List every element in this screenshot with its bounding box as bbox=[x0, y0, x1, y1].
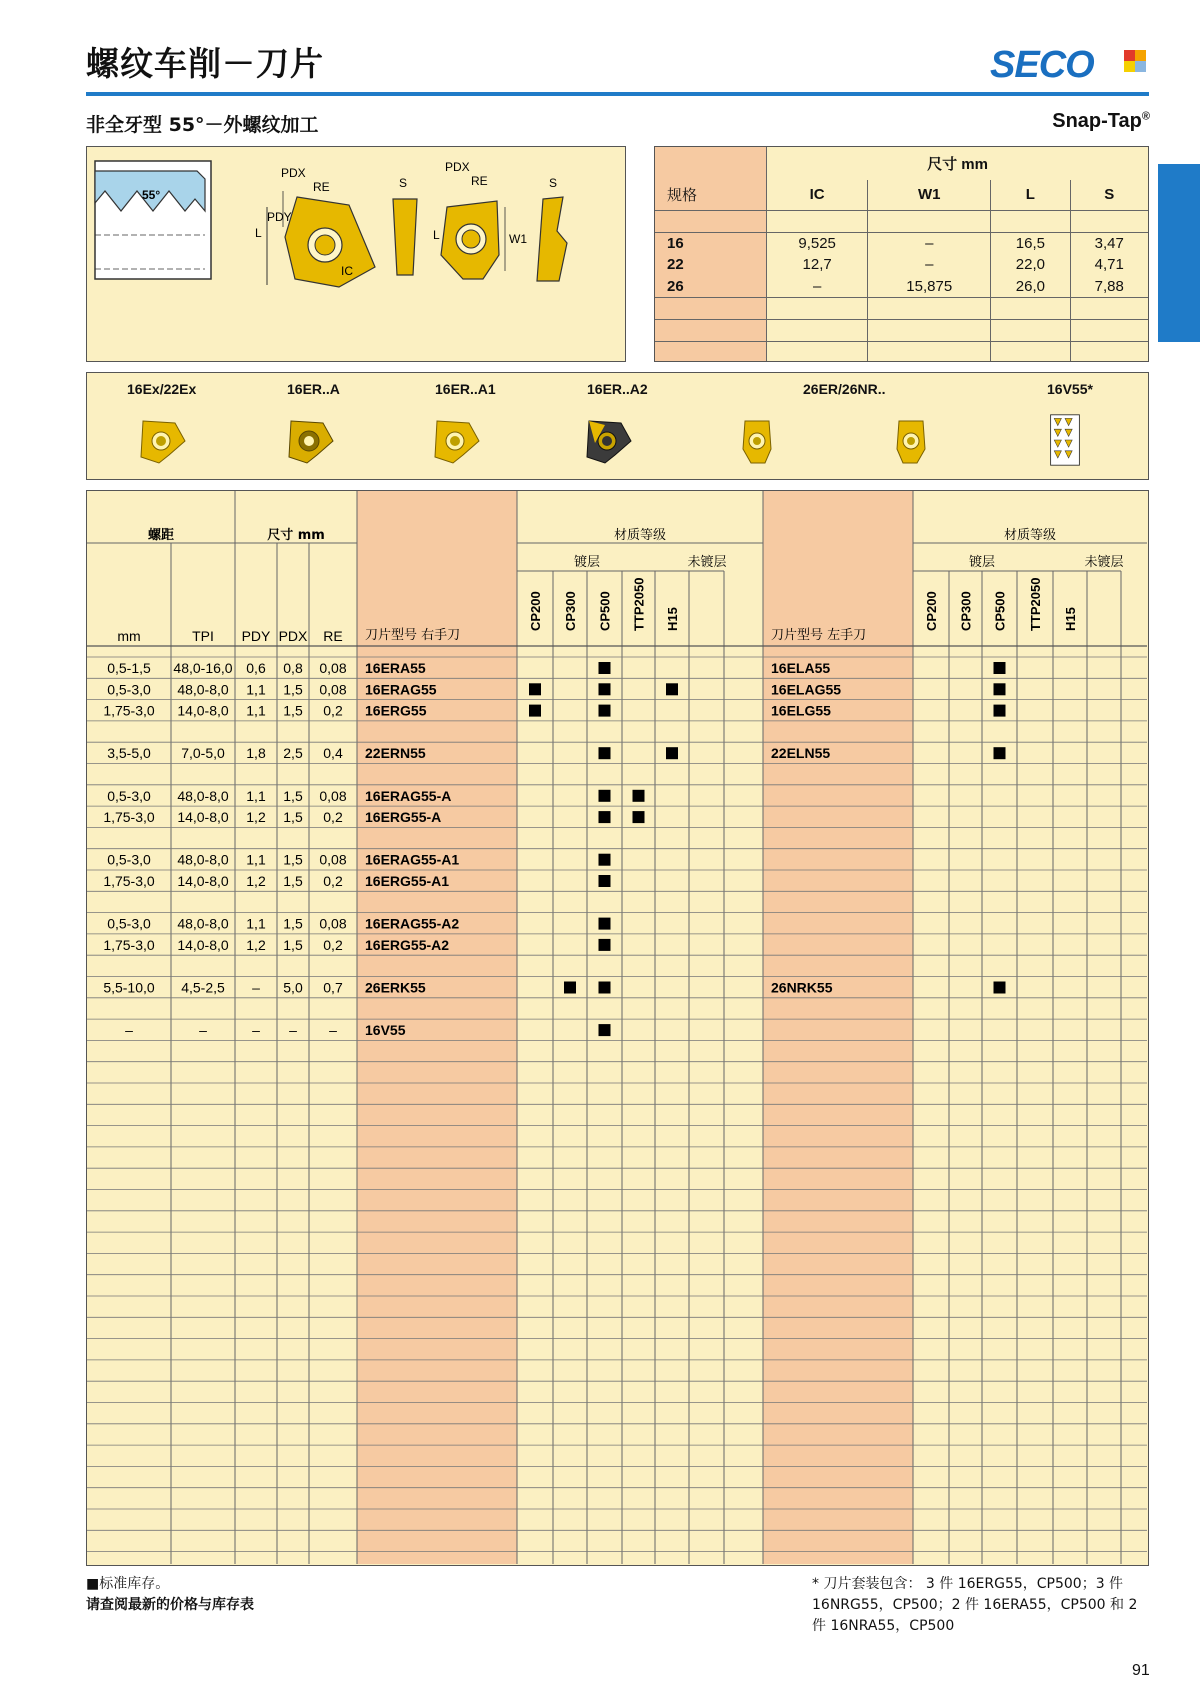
pdx-cell: 1,5 bbox=[283, 851, 303, 868]
pitch-tpi-cell: 14,0-8,0 bbox=[177, 702, 229, 719]
size-w1: – bbox=[868, 254, 991, 276]
kit-note-line: 16NRG55，CP500；2 件 16ERA55，CP500 和 2 bbox=[812, 1597, 1138, 1613]
insert-side-view-icon bbox=[393, 199, 417, 275]
size-s: 4,71 bbox=[1094, 256, 1124, 274]
page-subtitle: 非全牙型 55°－外螺纹加工 bbox=[86, 114, 319, 136]
stock-marker-right bbox=[599, 705, 611, 717]
section-side-tab bbox=[1158, 164, 1200, 342]
brand-registered-mark: ® bbox=[1141, 110, 1150, 123]
left-hand-code-cell: 16ELG55 bbox=[771, 702, 831, 719]
insert-selection-table bbox=[87, 491, 1147, 1564]
stock-marker-right bbox=[633, 811, 645, 823]
size-table-spec-label: 规格 bbox=[655, 180, 767, 211]
insert-laydown-right-icon bbox=[883, 413, 937, 467]
grade-header-right-h15: H15 bbox=[665, 607, 680, 631]
pdx-cell: 5,0 bbox=[283, 979, 303, 996]
grade-group-header-left: 材质等级 bbox=[1003, 528, 1057, 543]
size-spec: 22 bbox=[655, 254, 767, 276]
pitch-mm-cell: 1,75-3,0 bbox=[103, 936, 155, 953]
left-hand-code-cell: 16ELA55 bbox=[771, 660, 831, 676]
grade-header-left-cp200: CP200 bbox=[924, 591, 939, 631]
re-cell: 0,2 bbox=[323, 936, 343, 953]
re-cell: – bbox=[329, 1022, 337, 1039]
size-table-cell bbox=[991, 210, 1070, 232]
dimension-group-header: 尺寸 mm bbox=[267, 528, 325, 543]
re-cell: 0,08 bbox=[319, 915, 347, 932]
size-table-panel bbox=[654, 146, 1149, 362]
right-hand-code-cell: 16ERG55 bbox=[365, 702, 427, 719]
pdy-cell: 1,8 bbox=[246, 745, 266, 762]
grade-header-right-cp300: CP300 bbox=[563, 591, 578, 631]
size-table-cell bbox=[1070, 210, 1148, 232]
header-rule bbox=[86, 92, 1149, 96]
re-cell: 0,08 bbox=[319, 851, 347, 868]
pdx-cell: 1,5 bbox=[283, 873, 303, 889]
stock-marker-right bbox=[633, 790, 645, 802]
pdx-cell: 1,5 bbox=[283, 787, 303, 804]
pitch-tpi-cell: 14,0-8,0 bbox=[177, 873, 229, 889]
size-table-spacer-cell bbox=[655, 319, 767, 341]
grade-header-left-cp500: CP500 bbox=[992, 591, 1008, 631]
column-re-header: RE bbox=[323, 628, 343, 644]
thread-angle-label: 55° bbox=[142, 188, 161, 202]
re-cell: 0,2 bbox=[323, 702, 343, 719]
insert-diagram-panel bbox=[86, 146, 626, 362]
size-w1: 15,875 bbox=[868, 276, 991, 298]
variant-label: 26ER/26NR.. bbox=[803, 381, 886, 397]
size-table-cell bbox=[767, 341, 868, 361]
pitch-mm-cell: 0,5-3,0 bbox=[107, 681, 151, 698]
size-table-cell bbox=[767, 319, 868, 341]
grade-header-left-ttp2050: TTP2050 bbox=[1028, 577, 1043, 631]
grade-header-left-cp300: CP300 bbox=[958, 591, 974, 631]
stock-marker-right bbox=[599, 747, 611, 759]
kit-note-line: * 刀片套装包含： 3 件 16ERG55，CP500；3 件 bbox=[812, 1576, 1124, 1592]
size-ic: 12,7 bbox=[767, 254, 868, 276]
page-number: 91 bbox=[1132, 1662, 1150, 1679]
stock-marker-left bbox=[994, 705, 1006, 717]
size-table-col-ic: IC bbox=[767, 180, 868, 211]
thread-profile-icon bbox=[95, 161, 211, 279]
variant-label: 16ER..A2 bbox=[587, 381, 648, 397]
re-cell: 0,2 bbox=[323, 873, 343, 889]
pdx-cell: – bbox=[289, 1022, 297, 1039]
uncoated-header-left: 未镀层 bbox=[1084, 555, 1124, 570]
variant-label: 16Ex/22Ex bbox=[127, 381, 197, 397]
seco-logo-mark-icon bbox=[1124, 50, 1146, 72]
label-l-front: L bbox=[255, 226, 262, 240]
pdx-cell: 2,5 bbox=[283, 745, 303, 762]
size-table-spacer-cell bbox=[655, 298, 767, 320]
size-table-row bbox=[655, 232, 1148, 254]
stock-marker-right bbox=[599, 662, 611, 674]
pdy-cell: 1,1 bbox=[246, 915, 266, 932]
left-hand-code-cell: 26NRK55 bbox=[771, 979, 833, 996]
stock-marker-right bbox=[529, 683, 541, 695]
size-table-col-s: S bbox=[1070, 180, 1148, 211]
size-table-cell bbox=[868, 298, 991, 320]
column-pdx-header: PDX bbox=[278, 628, 308, 644]
column-pdy-header: PDY bbox=[241, 628, 271, 644]
laydown-insert-front-view-icon bbox=[441, 201, 505, 279]
size-table-cell bbox=[868, 319, 991, 341]
size-table-group-header: 尺寸 mm bbox=[927, 155, 988, 173]
size-table-cell bbox=[991, 341, 1070, 361]
left-hand-code-cell: 22ELN55 bbox=[771, 745, 831, 762]
label-re: RE bbox=[313, 180, 330, 194]
variant-label: 16ER..A bbox=[287, 381, 340, 397]
pdy-cell: 1,2 bbox=[246, 873, 266, 889]
pitch-tpi-cell: 14,0-8,0 bbox=[177, 936, 229, 953]
stock-marker-left bbox=[994, 747, 1006, 759]
size-l: 22,0 bbox=[991, 254, 1070, 276]
pdy-cell: 0,6 bbox=[246, 660, 266, 676]
seco-logo: SECO bbox=[990, 44, 1094, 86]
grade-header-right-ttp2050: TTP2050 bbox=[631, 577, 647, 631]
pdx-cell: 1,5 bbox=[283, 702, 303, 719]
brand-name: Snap-Tap bbox=[1052, 110, 1142, 132]
insert-selection-table-panel bbox=[86, 490, 1149, 1566]
size-table-cell bbox=[767, 298, 868, 320]
grade-header-right-cp200: CP200 bbox=[528, 591, 543, 631]
size-l: 26,0 bbox=[991, 276, 1070, 298]
label-s-side: S bbox=[399, 176, 408, 190]
insert-kit-box-icon bbox=[1045, 413, 1085, 467]
pitch-tpi-cell: 14,0-8,0 bbox=[177, 809, 229, 826]
right-hand-code-header: 刀片型号 右手刀 bbox=[365, 628, 461, 643]
insert-dimension-diagram bbox=[87, 147, 624, 360]
re-cell: 0,08 bbox=[319, 787, 347, 804]
size-table-cell bbox=[868, 210, 991, 232]
pdy-cell: – bbox=[252, 1022, 260, 1039]
size-ic: 9,525 bbox=[767, 232, 868, 254]
pitch-tpi-cell: 48,0-8,0 bbox=[177, 915, 229, 932]
stock-marker-left bbox=[994, 662, 1006, 674]
kit-note-line: 件 16NRA55，CP500 bbox=[812, 1618, 955, 1634]
column-tpi-header: TPI bbox=[192, 628, 214, 644]
re-cell: 0,7 bbox=[323, 979, 343, 996]
insert-triangular-icon bbox=[135, 413, 189, 467]
label-pdy: PDY bbox=[267, 210, 292, 224]
page-title: 螺纹车削－刀片 bbox=[86, 44, 324, 83]
pitch-mm-cell: – bbox=[125, 1022, 133, 1039]
right-hand-code-cell: 16ERAG55-A2 bbox=[365, 915, 460, 932]
pitch-mm-cell: 1,75-3,0 bbox=[103, 702, 155, 719]
stock-marker-right bbox=[599, 683, 611, 695]
stock-marker-right bbox=[564, 982, 576, 994]
stock-legend: ■标准库存。 bbox=[86, 1576, 170, 1592]
pitch-tpi-cell: 7,0-5,0 bbox=[181, 745, 225, 762]
right-hand-code-cell: 16ERAG55-A bbox=[365, 787, 452, 804]
pdy-cell: – bbox=[252, 979, 260, 996]
size-table bbox=[655, 147, 1148, 361]
pitch-tpi-cell: 48,0-16,0 bbox=[173, 660, 233, 676]
label-re-2: RE bbox=[471, 174, 488, 188]
size-s: 7,88 bbox=[1070, 276, 1148, 298]
size-table-row bbox=[655, 254, 1148, 276]
grade-header-right-cp500: CP500 bbox=[597, 591, 613, 631]
right-hand-code-cell: 22ERN55 bbox=[365, 745, 426, 762]
size-table-spec-header-cell bbox=[655, 147, 767, 180]
size-table-cell bbox=[991, 298, 1070, 320]
right-hand-code-cell: 16ERA55 bbox=[365, 660, 426, 676]
size-l: 16,5 bbox=[991, 232, 1070, 254]
coated-header-left: 镀层 bbox=[968, 555, 996, 570]
re-cell: 0,08 bbox=[319, 660, 347, 676]
size-ic: – bbox=[767, 276, 868, 298]
left-hand-code-header: 刀片型号 左手刀 bbox=[771, 628, 867, 643]
label-s-laydown: S bbox=[549, 176, 558, 190]
price-note: 请查阅最新的价格与库存表 bbox=[86, 1597, 254, 1613]
left-code-column-highlight bbox=[763, 491, 913, 1564]
pdy-cell: 1,1 bbox=[246, 787, 266, 804]
size-spec: 26 bbox=[655, 276, 767, 298]
stock-marker-right bbox=[599, 854, 611, 866]
pitch-group-header: 螺距 bbox=[147, 528, 175, 543]
pitch-mm-cell: 3,5-5,0 bbox=[107, 745, 151, 762]
pdy-cell: 1,1 bbox=[246, 681, 266, 698]
stock-marker-right bbox=[529, 705, 541, 717]
label-ic: IC bbox=[341, 264, 353, 278]
right-hand-code-cell: 16ERG55-A1 bbox=[365, 873, 450, 889]
pitch-mm-cell: 0,5-3,0 bbox=[107, 915, 151, 932]
brand-label bbox=[1052, 110, 1150, 133]
size-s: 3,47 bbox=[1094, 234, 1124, 252]
stock-marker-right bbox=[599, 790, 611, 802]
grade-header-left-h15: H15 bbox=[1063, 607, 1078, 631]
pitch-tpi-cell: 48,0-8,0 bbox=[177, 681, 229, 698]
size-table-cell bbox=[1070, 341, 1148, 361]
re-cell: 0,08 bbox=[319, 681, 347, 698]
label-pdx-2: PDX bbox=[445, 160, 470, 174]
right-hand-code-cell: 16ERG55-A bbox=[365, 809, 442, 826]
pdy-cell: 1,2 bbox=[246, 809, 266, 826]
size-table-col-l: L bbox=[991, 180, 1070, 211]
stock-marker-right bbox=[599, 1024, 611, 1036]
pdx-cell: 1,5 bbox=[283, 936, 303, 953]
pdy-cell: 1,1 bbox=[246, 702, 266, 719]
pitch-mm-cell: 1,75-3,0 bbox=[103, 873, 155, 889]
pitch-mm-cell: 0,5-3,0 bbox=[107, 851, 151, 868]
pdx-cell: 0,8 bbox=[283, 660, 303, 676]
right-hand-code-cell: 16ERG55-A2 bbox=[365, 936, 450, 953]
pitch-tpi-cell: 48,0-8,0 bbox=[177, 787, 229, 804]
size-table-cell bbox=[991, 319, 1070, 341]
size-table-cell bbox=[868, 341, 991, 361]
pitch-tpi-cell: 4,5-2,5 bbox=[181, 979, 225, 996]
pdx-cell: 1,5 bbox=[283, 809, 303, 826]
size-table-cell bbox=[767, 210, 868, 232]
right-hand-code-cell: 26ERK55 bbox=[365, 979, 426, 996]
laydown-insert-side-view-icon bbox=[537, 197, 567, 281]
pdy-cell: 1,2 bbox=[246, 936, 266, 953]
size-w1: – bbox=[868, 232, 991, 254]
insert-triangular-a2-icon bbox=[581, 413, 635, 467]
size-table-cell bbox=[1070, 298, 1148, 320]
pdx-cell: 1,5 bbox=[283, 681, 303, 698]
size-table-spacer-cell bbox=[655, 341, 767, 361]
uncoated-header-right: 未镀层 bbox=[687, 555, 727, 570]
grade-group-header-right: 材质等级 bbox=[613, 528, 667, 543]
stock-marker-right bbox=[599, 939, 611, 951]
right-hand-code-cell: 16ERAG55 bbox=[365, 681, 437, 698]
stock-marker-right bbox=[666, 747, 678, 759]
pitch-mm-cell: 0,5-3,0 bbox=[107, 787, 151, 804]
size-table-spacer-cell bbox=[655, 210, 767, 232]
pitch-tpi-cell: 48,0-8,0 bbox=[177, 851, 229, 868]
insert-front-view-icon bbox=[267, 191, 375, 287]
pitch-mm-cell: 5,5-10,0 bbox=[103, 979, 155, 996]
stock-marker-left bbox=[994, 683, 1006, 695]
stock-marker-left bbox=[994, 982, 1006, 994]
insert-laydown-left-icon bbox=[731, 413, 785, 467]
pdx-cell: 1,5 bbox=[283, 915, 303, 932]
label-pdx: PDX bbox=[281, 166, 306, 180]
re-cell: 0,4 bbox=[323, 745, 343, 762]
insert-triangular-chipbreaker-icon bbox=[283, 413, 337, 467]
right-hand-code-cell: 16V55 bbox=[365, 1022, 406, 1039]
stock-marker-right bbox=[599, 811, 611, 823]
pitch-tpi-cell: – bbox=[199, 1022, 207, 1039]
size-table-row bbox=[655, 276, 1148, 298]
size-table-col-w1: W1 bbox=[868, 180, 991, 211]
variant-label: 16ER..A1 bbox=[435, 381, 496, 397]
pitch-mm-cell: 1,75-3,0 bbox=[103, 809, 155, 826]
stock-marker-right bbox=[666, 683, 678, 695]
stock-marker-right bbox=[599, 875, 611, 887]
left-hand-code-cell: 16ELAG55 bbox=[771, 681, 842, 698]
size-spec: 16 bbox=[655, 232, 767, 254]
right-hand-code-cell: 16ERAG55-A1 bbox=[365, 851, 460, 868]
re-cell: 0,2 bbox=[323, 809, 343, 826]
column-mm-header: mm bbox=[117, 628, 141, 644]
label-w1: W1 bbox=[509, 232, 527, 246]
insert-triangular-a1-icon bbox=[429, 413, 483, 467]
pitch-mm-cell: 0,5-1,5 bbox=[107, 660, 151, 676]
stock-marker-right bbox=[599, 918, 611, 930]
coated-header-right: 镀层 bbox=[573, 555, 601, 570]
stock-marker-right bbox=[599, 982, 611, 994]
insert-variants-panel bbox=[86, 372, 1149, 480]
variant-label: 16V55* bbox=[1047, 381, 1093, 397]
size-table-cell bbox=[1070, 319, 1148, 341]
label-l-laydown: L bbox=[433, 228, 440, 242]
pdy-cell: 1,1 bbox=[246, 851, 266, 868]
